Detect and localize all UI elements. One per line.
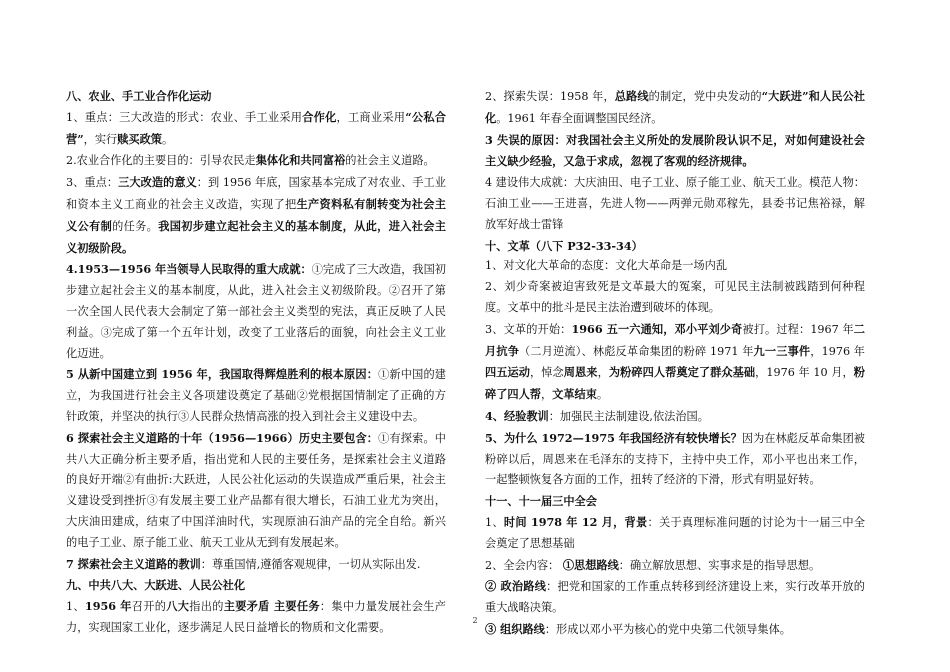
text-run: 。 xyxy=(596,388,609,402)
text-run: ：确立解放思想、实事求是的指导思想。 xyxy=(618,558,821,572)
left-section-heading xyxy=(66,575,446,596)
bold-text-run: 1966 五一六通知，邓小平刘少奇 xyxy=(571,321,743,336)
text-run: 被打。过程：1967 年 xyxy=(742,322,854,336)
left-paragraph xyxy=(66,364,446,427)
text-run: 1、 xyxy=(485,515,504,529)
left-paragraph xyxy=(66,259,446,364)
right-section-heading xyxy=(485,236,865,257)
bold-text-run: ② 政治路线 xyxy=(485,579,547,594)
left-paragraph xyxy=(66,428,446,554)
left-section-heading xyxy=(66,86,446,107)
right-paragraph xyxy=(485,277,865,319)
bold-text-run: ①思想路线 xyxy=(562,557,619,572)
bold-text-run: “大跃进”和人民公社化 xyxy=(485,89,865,125)
right-paragraph xyxy=(485,319,865,406)
bold-text-run: 4.1953—1956 年当领导人民取得的重大成就： xyxy=(66,262,312,277)
text-run: ， xyxy=(540,388,553,402)
text-run: ：加强民主法制建设,依法治国。 xyxy=(548,409,709,423)
left-paragraph xyxy=(66,554,446,576)
text-run: 1、对文化大革命的态度：文化大革命是一场内乱 xyxy=(485,259,728,273)
left-paragraph xyxy=(66,107,446,151)
text-run: 的任务。 xyxy=(112,219,159,233)
text-run: ，工商业采用 xyxy=(336,110,406,124)
bold-text-run: 我国初步建立起社会主义的基本制度，从此，进入社会主义初级阶段。 xyxy=(66,218,446,255)
left-paragraph xyxy=(66,172,446,259)
text-run: ：到 1956 年底，国家基本完成了对农业、手工业和资本主义工商业的社会主义改造，实现了把 xyxy=(66,176,446,211)
text-run: 3、文革的开始： xyxy=(485,322,572,336)
text-run: ①新中国的建立，为我国进行社会主义各项建设奠定了基础②党根据国情制定了正确的方针政策，并坚决的执行③人民群众热情高涨的投入到社会主义建设中去。 xyxy=(66,368,446,423)
bold-text-run: 生产资料私有制转变为社会主义公有制 xyxy=(66,196,446,233)
text-run: ：把党和国家的工作重点转移到经济建设上来，实行改革开放的重大战略决策。 xyxy=(485,580,865,615)
bold-text-run: 三大改造的意义 xyxy=(118,175,197,190)
bold-text-run: 八大 xyxy=(166,599,190,614)
text-run: 的社会主义道路。 xyxy=(345,154,435,168)
bold-text-run: 时间 1978 年 12 月，背景 xyxy=(503,514,648,529)
text-run: ，1976 年 xyxy=(810,344,865,358)
bold-text-run: 文革结束 xyxy=(552,387,597,402)
right-column xyxy=(485,86,865,641)
bold-text-run: 二月抗争 xyxy=(485,321,865,358)
text-run: 4 建设伟大成就：大庆油田、电子工业、原子能工业、航天工业。模范人物：石油工业——王进喜，先进人物——两弹元勋邓稼先，县委书记焦裕禄，解放军好战士雷锋 xyxy=(485,176,865,231)
right-section-heading xyxy=(485,491,865,512)
right-paragraph xyxy=(485,406,865,428)
text-run: ①完成了三大改造，我国初步建立起社会主义的基本制度，从此，进入社会主义初级阶段。②召开了第一次全国人民代表大会制定了第一部社会主义类型的宪法，真正反映了人民利益。③完成了第一个五年计划，改变了工业落后的面貌，向社会主义工业化迈进。 xyxy=(66,263,446,360)
text-run: （八下 P32-33-34） xyxy=(529,238,643,253)
bold-text-run: 4、经验教训 xyxy=(485,408,549,423)
text-run: ，1976 年 10 月， xyxy=(755,366,854,380)
right-paragraph xyxy=(485,555,865,577)
text-run: （二月逆流）、林彪反革命集团的粉碎 1971 年 xyxy=(519,344,754,358)
text-run: ，实行 xyxy=(83,132,118,146)
bold-text-run: 7 探索社会主义道路的教训 xyxy=(66,556,201,571)
bold-text-run: “公私合营” xyxy=(66,109,446,146)
text-run: 1、 xyxy=(66,600,85,614)
right-paragraph xyxy=(485,130,865,174)
text-run: 3、重点： xyxy=(66,176,119,190)
text-run: ：形成以邓小平为核心的党中央第二代领导集体。 xyxy=(544,622,791,636)
bold-text-run: 6 探索社会主义道路的十年（1956—1966）历史主要包含： xyxy=(66,430,379,445)
bold-text-run: 5、为什么 1972—1975 年我国经济有较快增长？ xyxy=(485,430,742,445)
text-run: ：尊重国情,遵循客观规律，一切从实际出发. xyxy=(200,557,421,571)
text-run: ：关于真理标准问题的讨论为十一届三中全会奠定了思想基础 xyxy=(485,515,865,550)
right-paragraph xyxy=(485,512,865,555)
bold-text-run: 四五运动 xyxy=(485,365,531,380)
right-paragraph xyxy=(485,428,865,491)
text-run: ①有探索。中共八大正确分析主要矛盾，指出党和人民的主要任务，是探索社会主义道路的良好开端②有曲折:大跃进，人民公社化运动的失误造成严重后果，社会主义建设受到挫折③有发展主要工业产品都有很大增长，石油工业尤为突出，大庆油田建成，结束了中国洋油时代，实现原油石油产品的完全自给。新兴的电子工业、原子能工业、航天工业从无到有发展起来。 xyxy=(66,431,446,549)
bold-text-run: 1956 年 xyxy=(84,599,132,614)
text-run: 指出的 xyxy=(189,600,224,614)
right-paragraph xyxy=(485,576,865,619)
right-paragraph xyxy=(485,86,865,130)
bold-text-run: 集体化和共同富裕 xyxy=(255,153,346,168)
text-run: 2、刘少奇案被迫害致死是文革最大的冤案，可见民主法制被践踏到何种程度。文革中的批斗是民主法治遭到破坏的体现。 xyxy=(485,280,865,314)
bold-text-run: ③ 组织路线 xyxy=(485,621,545,636)
page-number: 2 xyxy=(472,616,478,625)
text-run: 。1961 年春全面调整国民经济。 xyxy=(496,111,663,125)
text-run: 2.农业合作化的主要目的：引导农民走 xyxy=(66,154,256,168)
text-run: 召开的 xyxy=(131,600,167,614)
bold-text-run: 总路线 xyxy=(614,89,649,103)
bold-text-run: 周恩来 xyxy=(563,365,598,380)
text-run: 的制定，党中央发动的 xyxy=(648,90,762,103)
right-paragraph xyxy=(485,173,865,235)
bold-text-run: 八、农业、手工业合作化运动 xyxy=(66,89,212,103)
bold-text-run: 九一三事件 xyxy=(753,343,811,358)
bold-text-run: 主要矛盾 主要任务 xyxy=(223,599,320,614)
left-column xyxy=(66,86,446,639)
text-run: ， xyxy=(597,366,609,380)
text-run: 1、重点：三大改造的形式：农业、手工业采用 xyxy=(66,110,303,124)
bold-text-run: 5 从新中国建立到 1956 年，我国取得辉煌胜利的根本原因： xyxy=(66,367,379,382)
bold-text-run: 为粉碎四人帮奠定了群众基础 xyxy=(608,365,756,380)
right-paragraph xyxy=(485,256,865,277)
bold-text-run: 粉碎了四人帮 xyxy=(485,365,865,402)
bold-text-run: 3 失误的原因：对我国社会主义所处的发展阶段认识不足，对如何建设社会主义缺少经验，又急于求成，忽视了客观的经济规律。 xyxy=(485,132,865,169)
text-run: 2、全会内容： xyxy=(485,558,563,572)
text-run: 因为在林彪反革命集团被粉碎以后，周恩来在毛泽东的支持下，主持中央工作，邓小平也出来工作，一起整顿恢复各方面的工作，扭转了经济的下滑，形式有明显好转。 xyxy=(485,431,865,487)
bold-text-run: 九、中共八大、大跃进、人民公社化 xyxy=(66,578,246,593)
bold-text-run: 十一、十一届三中全会 xyxy=(485,494,597,509)
bold-text-run: 十、文革 xyxy=(485,238,530,253)
text-run: ：集中力量发展社会生产力，实现国家工业化，逐步满足人民日益增长的物质和文化需要。 xyxy=(66,600,446,634)
bold-text-run: 赎买政策 xyxy=(117,131,162,146)
text-run: 。 xyxy=(161,132,174,146)
text-run: ，悼念 xyxy=(530,366,564,380)
bold-text-run: 合作化 xyxy=(302,109,337,124)
left-paragraph xyxy=(66,150,446,172)
text-run: 2、探索失误：1958 年， xyxy=(485,90,615,103)
